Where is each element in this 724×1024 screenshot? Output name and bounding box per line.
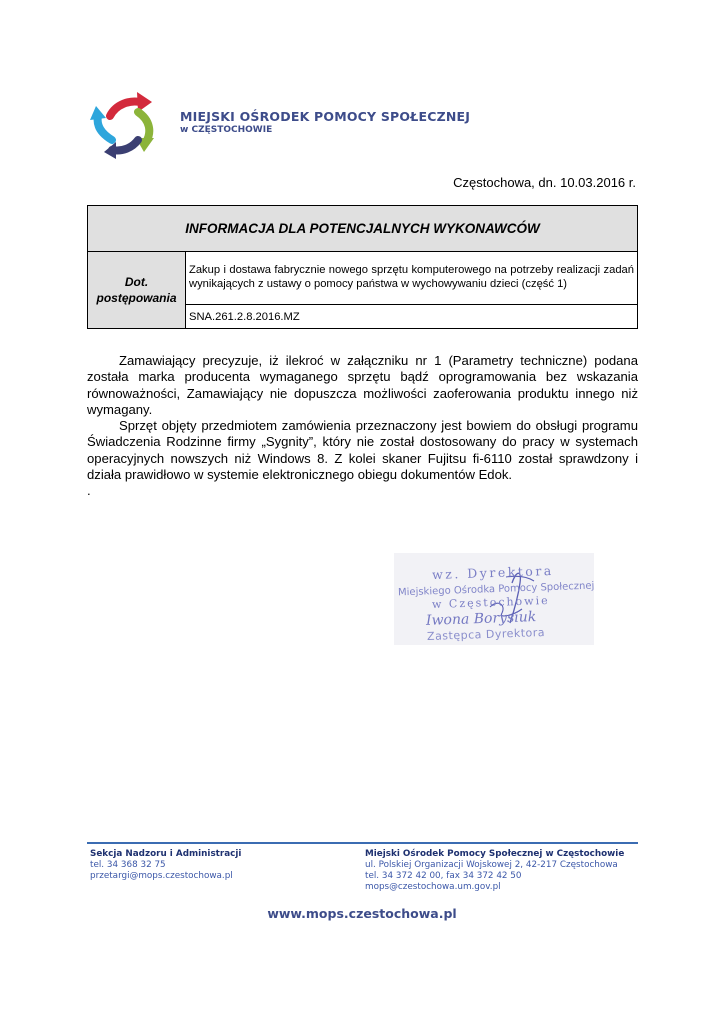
- footer-right-title: Miejski Ośrodek Pomocy Społecznej w Częstochowie: [365, 849, 625, 859]
- procedure-label: [88, 252, 186, 329]
- procedure-subject: Zakup i dostawa fabrycznie nowego sprzętu komputerowego na potrzeby realizacji zadań wynikających z ustawy o pomocy państwa w wychowywaniu dzieci (część 1): [186, 252, 638, 305]
- footer-divider: [87, 842, 638, 844]
- body-paragraph-2: Sprzęt objęty przedmiotem zamówienia przeznaczony jest bowiem do obsługi programu Świadczenia Rodzinne firmy „Sygnity”, który nie został dostosowany do pracy w systemach operacyjnych nowszych niż Windows 8. Z kolei skaner Fujitsu fi-6110 został sprawdzony i działa prawidłowo w systemie elektronicznego obiegu dokumentów Edok.: [87, 418, 638, 483]
- organization-city: [180, 125, 272, 135]
- procedure-signature: SNA.261.2.8.2016.MZ: [186, 305, 638, 329]
- organization-name: MIEJSKI OŚRODEK POMOCY SPOŁECZNEJ: [180, 109, 471, 124]
- footer-right-address: ul. Polskiej Organizacji Wojskowej 2, 42-217 Częstochowa: [365, 860, 618, 870]
- stamp-line-1: wz. Dyrektora: [431, 562, 554, 583]
- body-trailing-dot: .: [87, 483, 91, 499]
- footer-left-title: Sekcja Nadzoru i Administracji: [90, 849, 242, 859]
- stamp-line-3: w Częstochowie: [431, 593, 550, 612]
- footer-left: [90, 849, 241, 882]
- footer-left-email[interactable]: przetargi@mops.czestochowa.pl: [90, 871, 233, 881]
- mops-logo-icon: [88, 86, 162, 160]
- info-table-title-row: [88, 206, 638, 252]
- stamp-line-4: Iwona Borysiuk: [425, 609, 537, 629]
- footer-right-phone: tel. 34 372 42 00, fax 34 372 42 50: [365, 871, 522, 881]
- website-link[interactable]: www.mops.czestochowa.pl: [267, 906, 457, 921]
- stamp-line-5: Zastępca Dyrektora: [426, 625, 546, 644]
- footer-right: [365, 849, 624, 893]
- footer-right-email[interactable]: mops@czestochowa.um.gov.pl: [365, 882, 501, 892]
- footer-left-phone: tel. 34 368 32 75: [90, 860, 166, 870]
- body-paragraph-1: Zamawiający precyzuje, iż ilekroć w załączniku nr 1 (Parametry techniczne) podana została marka producenta wymaganego sprzętu bądź oprogramowania bez wskazania równoważności, Zamawiający nie dopuszcza możliwości zaoferowania produktu innego niż wymagany.: [87, 353, 638, 417]
- procedure-label-line2: postępowania: [96, 291, 177, 305]
- info-table-subject-row: [88, 252, 638, 305]
- place-and-date: Częstochowa, dn. 10.03.2016 r.: [453, 175, 636, 190]
- organization-city-name: CZĘSTOCHOWIE: [191, 125, 273, 135]
- info-table-title: INFORMACJA DLA POTENCJALNYCH WYKONAWCÓW: [88, 206, 638, 252]
- stamp-line-2: Miejskiego Ośrodka Pomocy Społecznej: [397, 580, 594, 599]
- procedure-label-line1: Dot.: [124, 275, 149, 289]
- body-text: [87, 353, 638, 500]
- signature-stamp: [394, 553, 594, 645]
- organization-city-prefix: w: [180, 125, 189, 135]
- info-table: [87, 205, 638, 329]
